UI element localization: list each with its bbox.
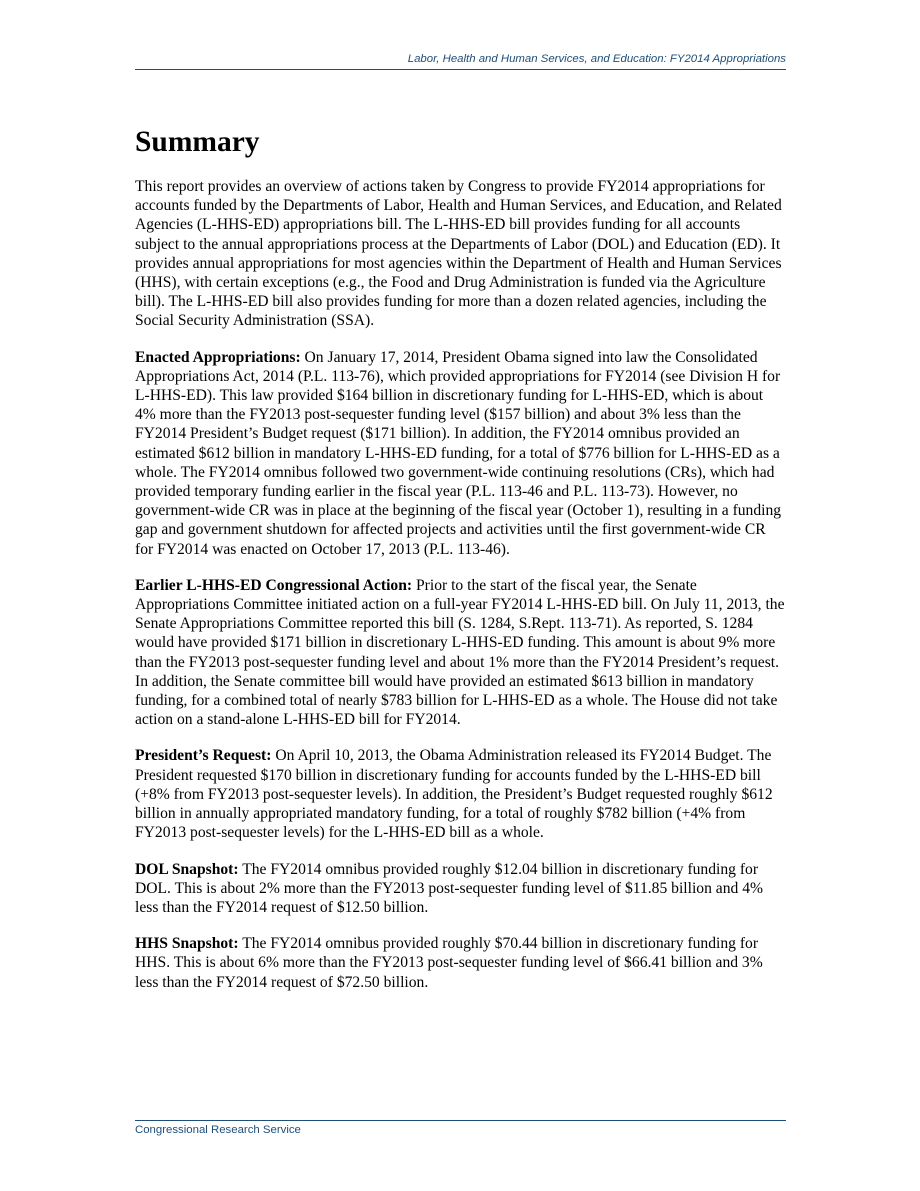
- summary-body: [135, 177, 787, 1009]
- paragraph-lead: HHS Snapshot:: [135, 935, 239, 953]
- page-footer: [135, 1120, 786, 1137]
- dol-snapshot-paragraph: [135, 860, 787, 918]
- presidents-request-paragraph: [135, 746, 787, 842]
- intro-paragraph: This report provides an overview of actions taken by Congress to provide FY2014 appropriations for accounts funded by the Departments of Labor, Health and Human Services, and Education, and Related Agencies (L-HHS-ED) appropriations bill. The L-HHS-ED bill provides funding for all accounts subject to the annual appropriations process at the Departments of Labor (DOL) and Education (ED). It provides annual appropriations for most agencies within the Department of Health and Human Services (HHS), with certain exceptions (e.g., the Food and Drug Administration is funded via the Agriculture bill). The L-HHS-ED bill also provides funding for more than a dozen related agencies, including the Social Security Administration (SSA).: [135, 178, 782, 330]
- hhs-snapshot-paragraph: [135, 934, 787, 992]
- footer-publisher: Congressional Research Service: [135, 1124, 301, 1136]
- enacted-appropriations-paragraph: [135, 348, 787, 559]
- running-header: [135, 52, 786, 70]
- paragraph-text: Prior to the start of the fiscal year, the Senate Appropriations Committee initiated action on a full-year FY2014 L-HHS-ED bill. On July 11, 2013, the Senate Appropriations Committee reported this bill (S. 1284, S.Rept. 113-71). As reported, S. 1284 would have provided $171 billion in discretionary L-HHS-ED funding. This amount is about 9% more than the FY2013 post-sequester funding level and about 1% more than the FY2014 President’s request. In addition, the Senate committee bill would have provided an estimated $613 billion in mandatory funding, for a combined total of nearly $783 billion for L-HHS-ED as a whole. The House did not take action on a stand-alone L-HHS-ED bill for FY2014.: [135, 576, 785, 729]
- paragraph-lead: President’s Request:: [135, 747, 272, 765]
- paragraph-lead: Enacted Appropriations:: [135, 348, 301, 366]
- paragraph-lead: Earlier L-HHS-ED Congressional Action:: [135, 576, 413, 594]
- congressional-action-paragraph: [135, 576, 787, 730]
- paragraph-text: On April 10, 2013, the Obama Administration released its FY2014 Budget. The President requested $170 billion in discretionary funding for accounts funded by the L-HHS-ED bill (+8% from FY2013 post-sequester levels). In addition, the President’s Budget requested roughly $612 billion in annually appropriated mandatory funding, for a total of roughly $782 billion (+4% from FY2013 post-sequester levels) for the L-HHS-ED bill as a whole.: [135, 747, 773, 842]
- page-title: Summary: [135, 126, 260, 158]
- paragraph-text: The FY2014 omnibus provided roughly $70.44 billion in discretionary funding for HHS. This is about 6% more than the FY2013 post-sequester funding level of $66.41 billion and 3% less than the FY2014 request of $72.50 billion.: [135, 935, 763, 991]
- running-header-title: Labor, Health and Human Services, and Education: FY2014 Appropriations: [407, 53, 786, 65]
- paragraph-lead: DOL Snapshot:: [135, 860, 239, 878]
- paragraph-text: On January 17, 2014, President Obama signed into law the Consolidated Appropriations Act, 2014 (P.L. 113-76), which provided appropriations for FY2014 (see Division H for L-HHS-ED). This law provided $164 billion in discretionary funding for L-HHS-ED, which is about 4% more than the FY2013 post-sequester funding level ($157 billion) and about 3% less than the FY2014 President’s Budget request ($171 billion). In addition, the FY2014 omnibus provided an estimated $612 billion in mandatory L-HHS-ED funding, for a total of $776 billion for L-HHS-ED as a whole. The FY2014 omnibus followed two government-wide continuing resolutions (CRs), which had provided temporary funding earlier in the fiscal year (P.L. 113-46 and P.L. 113-73). However, no government-wide CR was in place at the beginning of the fiscal year (October 1), resulting in a funding gap and government shutdown for affected projects and activities until the first government-wide CR for FY2014 was enacted on October 17, 2013 (P.L. 113-46).: [135, 348, 782, 558]
- paragraph-text: The FY2014 omnibus provided roughly $12.04 billion in discretionary funding for DOL. This is about 2% more than the FY2013 post-sequester funding level of $11.85 billion and 4% less than the FY2014 request of $12.50 billion.: [135, 860, 763, 916]
